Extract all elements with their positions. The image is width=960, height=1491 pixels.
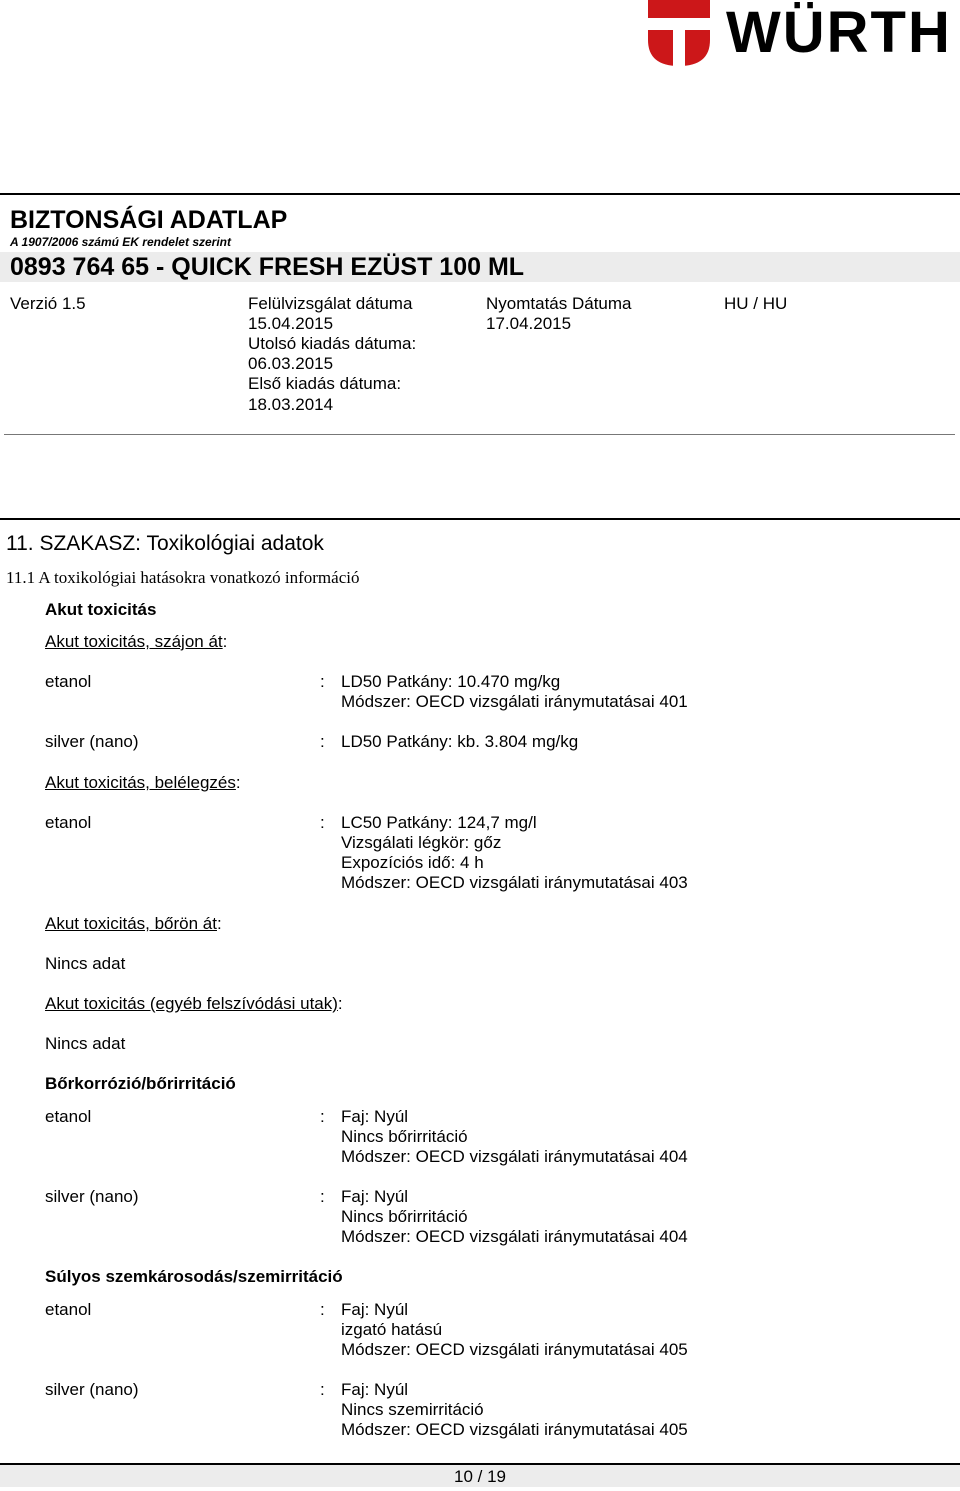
skin-substance-2: silver (nano) <box>45 1187 139 1206</box>
inhalation-heading <box>45 773 241 793</box>
oral-value-2a: LD50 Patkány: kb. 3.804 mg/kg <box>341 732 579 751</box>
dermal-no-data: Nincs adat <box>45 954 126 973</box>
revision-label: Felülvizsgálat dátuma <box>248 294 413 313</box>
oral-substance-2: silver (nano) <box>45 732 139 751</box>
other-routes-no-data: Nincs adat <box>45 1034 126 1053</box>
eye-substance-1: etanol <box>45 1300 92 1319</box>
inhalation-heading-text: Akut toxicitás, belélegzés <box>45 773 236 792</box>
skin-value-1b: Nincs bőrirritáció <box>341 1127 468 1146</box>
skin-value-2a: Faj: Nyúl <box>341 1187 409 1206</box>
product-name: 0893 764 65 - QUICK FRESH EZÜST 100 ML <box>0 252 960 282</box>
skin-value-2c: Módszer: OECD vizsgálati iránymutatásai 404 <box>341 1227 688 1246</box>
skin-value-1a: Faj: Nyúl <box>341 1107 409 1126</box>
page-number: 10 / 19 <box>454 1467 506 1486</box>
eye-value-1a: Faj: Nyúl <box>341 1300 409 1319</box>
first-issue-date: 18.03.2014 <box>248 395 334 414</box>
eye-substance-2: silver (nano) <box>45 1380 139 1399</box>
inhal-value-1b: Vizsgálati légkör: gőz <box>341 833 502 852</box>
skin-value-2b: Nincs bőrirritáció <box>341 1207 468 1226</box>
section-subtitle: 11.1 A toxikológiai hatásokra vonatkozó információ <box>6 568 360 587</box>
section-title: 11. SZAKASZ: Toxikológiai adatok <box>6 532 324 555</box>
other-routes-heading-colon: : <box>337 994 343 1013</box>
oral-heading-text: Akut toxicitás, szájon át <box>45 632 223 651</box>
dermal-heading-colon: : <box>216 914 222 933</box>
section-top-rule <box>0 518 960 520</box>
inhal-sep-1: : <box>320 813 325 832</box>
print-date: 17.04.2015 <box>486 314 572 333</box>
print-label: Nyomtatás Dátuma <box>486 294 632 313</box>
oral-substance-1: etanol <box>45 672 92 691</box>
oral-sep-1: : <box>320 672 325 691</box>
dermal-heading <box>45 914 222 934</box>
first-issue-label: Első kiadás dátuma: <box>248 374 402 393</box>
dermal-heading-text: Akut toxicitás, bőrön át <box>45 914 217 933</box>
inhal-value-1a: LC50 Patkány: 124,7 mg/l <box>341 813 537 832</box>
skin-sep-1: : <box>320 1107 325 1126</box>
other-routes-heading-text: Akut toxicitás (egyéb felszívódási utak) <box>45 994 338 1013</box>
oral-heading-colon: : <box>222 632 228 651</box>
oral-heading <box>45 632 227 652</box>
other-routes-heading <box>45 994 343 1014</box>
eye-sep-1: : <box>320 1300 325 1319</box>
wurth-logo-emblem <box>648 0 710 66</box>
inhal-value-1c: Expozíciós idő: 4 h <box>341 853 484 872</box>
oral-sep-2: : <box>320 732 325 751</box>
skin-substance-1: etanol <box>45 1107 92 1126</box>
skin-sep-2: : <box>320 1187 325 1206</box>
eye-value-2b: Nincs szemirritáció <box>341 1400 484 1419</box>
inhal-value-1d: Módszer: OECD vizsgálati iránymutatásai 403 <box>341 873 688 892</box>
oral-value-1a: LD50 Patkány: 10.470 mg/kg <box>341 672 561 691</box>
last-issue-date: 06.03.2015 <box>248 354 334 373</box>
eye-value-1c: Módszer: OECD vizsgálati iránymutatásai 405 <box>341 1340 688 1359</box>
eye-heading: Súlyos szemkárosodás/szemirritáció <box>45 1267 343 1286</box>
skin-value-1c: Módszer: OECD vizsgálati iránymutatásai 404 <box>341 1147 688 1166</box>
eye-sep-2: : <box>320 1380 325 1399</box>
wurth-logo <box>648 0 960 70</box>
inhal-substance-1: etanol <box>45 813 92 832</box>
document-title: BIZTONSÁGI ADATLAP <box>10 206 288 234</box>
brand-name: WÜRTH <box>726 0 952 65</box>
version: Verzió 1.5 <box>10 294 86 313</box>
acute-toxicity-heading: Akut toxicitás <box>45 600 157 619</box>
eye-value-2c: Módszer: OECD vizsgálati iránymutatásai 405 <box>341 1420 688 1439</box>
header-bottom-rule <box>4 434 955 435</box>
revision-date: 15.04.2015 <box>248 314 334 333</box>
oral-value-1b: Módszer: OECD vizsgálati iránymutatásai 401 <box>341 692 688 711</box>
language: HU / HU <box>724 294 788 313</box>
eye-value-1b: izgató hatású <box>341 1320 443 1339</box>
skin-heading: Bőrkorrózió/bőrirritáció <box>45 1074 236 1093</box>
regulation-note: A 1907/2006 számú EK rendelet szerint <box>10 235 231 249</box>
header-top-rule <box>0 193 960 195</box>
inhalation-heading-colon: : <box>235 773 241 792</box>
last-issue-label: Utolsó kiadás dátuma: <box>248 334 417 353</box>
eye-value-2a: Faj: Nyúl <box>341 1380 409 1399</box>
